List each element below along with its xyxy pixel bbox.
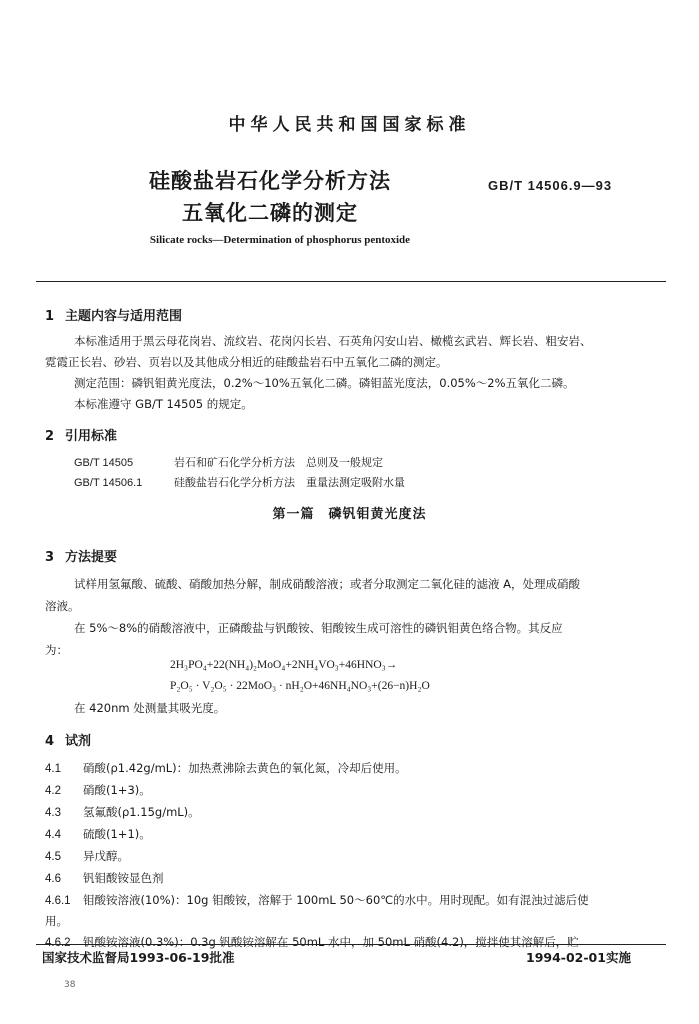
section-1-text: 本标准遵守 GB/T 14505 的规定。 (74, 397, 253, 411)
implementation-date: 1994-02-01实施 (526, 950, 631, 965)
reaction-equation-2: P₂O₅ · V₂O₅ · 22MoO₃ · nH₂O+46NH₄NO₃+(26−n)H₂O (170, 680, 430, 692)
reagent-item: 4.2 硝酸(1+3)。 (45, 783, 151, 797)
header-divider (36, 281, 666, 282)
reagent-item: 4.6 钒钼酸铵显色剂 (45, 871, 164, 885)
national-standard-header: 中华人民共和国国家标准 (228, 115, 471, 135)
reference-item: GB/T 14505 岩石和矿石化学分析方法 总则及一般规定 (74, 456, 383, 469)
reagent-item: 4.5 异戊醇。 (45, 849, 129, 863)
reagent-item: 4.1 硝酸(ρ1.42g/mL)：加热煮沸除去黄色的氧化氮，冷却后使用。 (45, 761, 407, 775)
section-3-heading: 3 方法提要 (45, 550, 118, 565)
reagent-item: 4.6.2 钒酸铵溶液(0.3%)：0.3g 钒酸铵溶解在 50mL 水中，加 50mL 硝酸(4.2)，搅拌使其溶解后，贮 (45, 935, 579, 949)
standard-number: GB/T 14506.9—93 (488, 178, 613, 193)
page-number: 38 (64, 980, 76, 990)
reagent-item: 4.4 硫酸(1+1)。 (45, 827, 151, 841)
section-3-text: 溶液。 (45, 599, 80, 613)
section-3-text: 试样用氢氟酸、硫酸、硝酸加热分解，制成硝酸溶液；或者分取测定二氧化硅的滤液 A，处理成硝酸 (74, 577, 581, 591)
section-2-heading: 2 引用标准 (45, 429, 118, 444)
title-line-2: 五氧化二磷的测定 (182, 201, 358, 225)
title-line-1: 硅酸盐岩石化学分析方法 (149, 169, 391, 193)
section-3-text: 在 5%～8%的硝酸溶液中，正磷酸盐与钒酸铵、钼酸铵生成可溶性的磷钒钼黄色络合物。其反应 (74, 621, 563, 635)
reaction-equation-1: 2H₃PO₄+22(NH₄)₂MoO₄+2NH₄VO₃+46HNO₃→ (170, 659, 398, 671)
reagent-item: 4.6.1 钼酸铵溶液(10%)：10g 钼酸铵，溶解于 100mL 50～60℃的水中。用时现配。如有混浊过滤后使 (45, 893, 589, 907)
reagent-item: 4.3 氢氟酸(ρ1.15g/mL)。 (45, 805, 200, 819)
section-1-heading: 1 主题内容与适用范围 (45, 309, 183, 324)
section-1-text: 本标准适用于黑云母花岗岩、流纹岩、花岗闪长岩、石英角闪安山岩、橄榄玄武岩、辉长岩、粗安岩、 (74, 334, 592, 348)
reference-item: GB/T 14506.1 硅酸盐岩石化学分析方法 重量法测定吸附水量 (74, 476, 405, 489)
section-1-text: 测定范围：磷钒钼黄光度法，0.2%～10%五氧化二磷。磷钼蓝光度法，0.05%～2%五氧化二磷。 (74, 376, 575, 390)
section-4-heading: 4 试剂 (45, 734, 92, 749)
issue-date: 国家技术监督局1993-06-19批准 (42, 950, 235, 965)
section-3-text: 在 420nm 处测量其吸光度。 (74, 701, 226, 715)
reagent-item: 用。 (45, 914, 68, 928)
section-1-text: 霓霞正长岩、砂岩、页岩以及其他成分相近的硅酸盐岩石中五氧化二磷的测定。 (45, 355, 448, 369)
part-1-heading: 第一篇 磷钒钼黄光度法 (272, 507, 427, 522)
footer-divider (36, 944, 666, 945)
section-3-text: 为： (45, 643, 68, 657)
english-title: Silicate rocks—Determination of phosphorus pentoxide (149, 234, 411, 246)
